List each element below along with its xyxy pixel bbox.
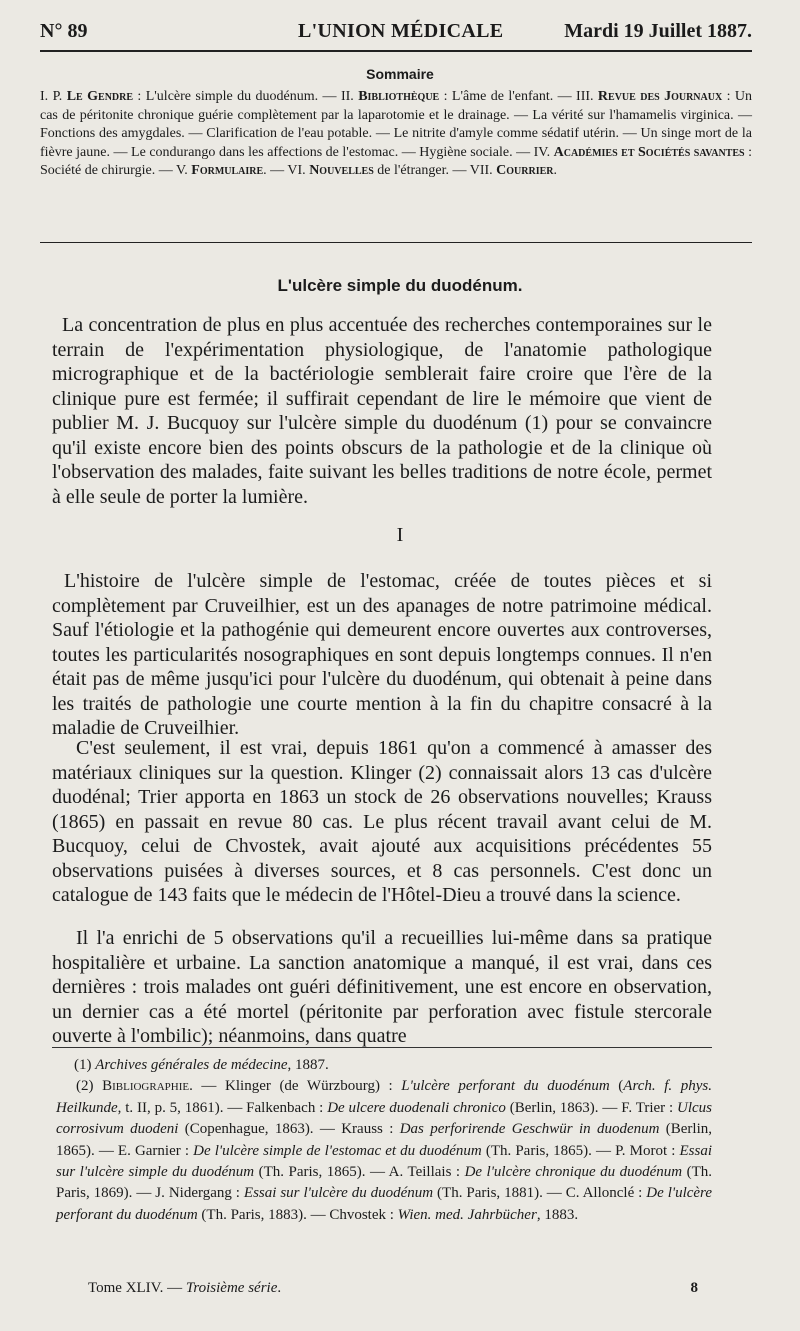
article-paragraph-intro: La concentration de plus en plus accentuée des recherches contemporaines sur le terrain de l'expérimentation physiologique, de l'anatomie pathologique micrographique et de la bactériologie semblerait faire croire que l'ère de la clinique pure est fermée; il suffirait cependant de lire le mémoire que vient de publier M. J. Bucquoy sur l'ulcère simple du duodénum (1) pour se convaincre qu'il existe encore bien des points obscurs de la pathologie et de la clinique où l'observation des malades, faite suivant les belles traditions de notre école, permet à elle seule de porter la lumière. (52, 314, 712, 508)
footnotes (56, 1055, 712, 1226)
volume-info: Tome XLIV. — Troisième série. (88, 1280, 282, 1296)
article-paragraph: Il l'a enrichi de 5 observations qu'il a recueillies lui-même dans sa pratique hospitalière et urbaine. La sanction anatomique a manqué, il est vrai, dans ces dernières : trois malades ont guéri définitivement, une est encore en observation, un dernier cas a été mortel (péritonite par perforation avec fistule stercorale ouverte à l'ombilic); néanmoins, dans quatre (52, 927, 712, 1047)
journal-title: L'UNION MÉDICALE (298, 20, 504, 42)
article-paragraph: L'histoire de l'ulcère simple de l'estomac, créée de toutes pièces et si complètement par Cruveilhier, est un des apanages de notre patrimoine médical. Sauf l'étiologie et la pathogénie qui demeurent encore ouvertes aux controverses, toutes les particularités nosographiques en sont depuis longtemps connues. Il n'en était pas de même jusqu'ici pour l'ulcère du duodénum, qui obtenait à peine dans les traités de pathologie une courte mention à la fin du chapitre consacré à la maladie de Cruveilhier. (52, 570, 712, 739)
footnote-2-bibliography: (2) Bibliographie. — Klinger (de Würzbourg) : L'ulcère perforant du duodénum (Arch. f. phys. Heilkunde, t. II, p. 5, 1861). — Falkenbach : De ulcere duodenali chronico (Berlin, 1863). — F. Trier : Ulcus corrosivum duodeni (Copenhague, 1863). — Krauss : Das perforirende Geschwür in duodenum (Berlin, 1865). — E. Garnier : De l'ulcère simple de l'estomac et du duodénum (Th. Paris, 1865). — P. Morot : Essai sur l'ulcère simple du duodénum (Th. Paris, 1865). — A. Teillais : De l'ulcère chronique du duodénum (Th. Paris, 1869). — J. Nidergang : Essai sur l'ulcère du duodénum (Th. Paris, 1881). — C. Allonclé : De l'ulcère perforant du duodénum (Th. Paris, 1883). — Chvostek : Wien. med. Jahrbücher, 1883. (56, 1078, 713, 1223)
section-number: I (396, 524, 404, 546)
issue-number: N° 89 (40, 20, 88, 42)
summary-rule (40, 242, 752, 243)
issue-date: Mardi 19 Juillet 1887. (564, 20, 752, 42)
summary-text: I. P. Le Gendre : L'ulcère simple du duodénum. — II. Bibliothèque : L'âme de l'enfant. — III. Revue des Journaux : Un cas de péritonite chronique guérie complètement par la laparotomie et le drainage. — La vérité sur l'hamamelis virginica. — Fonctions des amygdales. — Clarification de l'eau potable. — Le nitrite d'amyle comme sédatif utérin. — Un singe mort de la fièvre jaune. — Le condurango dans les affections de l'estomac. — Hygiène sociale. — IV. Académies et Sociétés savantes : Société de chirurgie. — V. Formulaire. — VI. Nouvelles de l'étranger. — VII. Courrier. (40, 89, 752, 179)
article-paragraph: C'est seulement, il est vrai, depuis 1861 qu'on a commencé à amasser des matériaux cliniques sur la question. Klinger (2) connaissait alors 13 cas d'ulcère duodénal; Trier apporta en 1863 un stock de 26 observations nouvelles; Krauss (1865) en passait en revue 80 cas. Le plus récent travail avant celui de M. Bucquoy, celui de Chvostek, avait ajouté aux acquisitions précédentes 55 observations puisées à diverses sources, et 8 cas personnels. C'est donc un catalogue de 143 faits que le médecin de l'Hôtel-Dieu a trouvé dans la science. (52, 737, 712, 906)
page-footer (88, 1280, 698, 1302)
header-rule (40, 50, 752, 52)
summary-heading: Sommaire (366, 66, 434, 82)
page-number: 8 (690, 1280, 698, 1296)
page-header (40, 20, 752, 46)
footnote-rule (52, 1047, 712, 1048)
article-title: L'ulcère simple du duodénum. (277, 276, 523, 295)
footnote-1: (1) Archives générales de médecine, 1887. (74, 1057, 329, 1073)
